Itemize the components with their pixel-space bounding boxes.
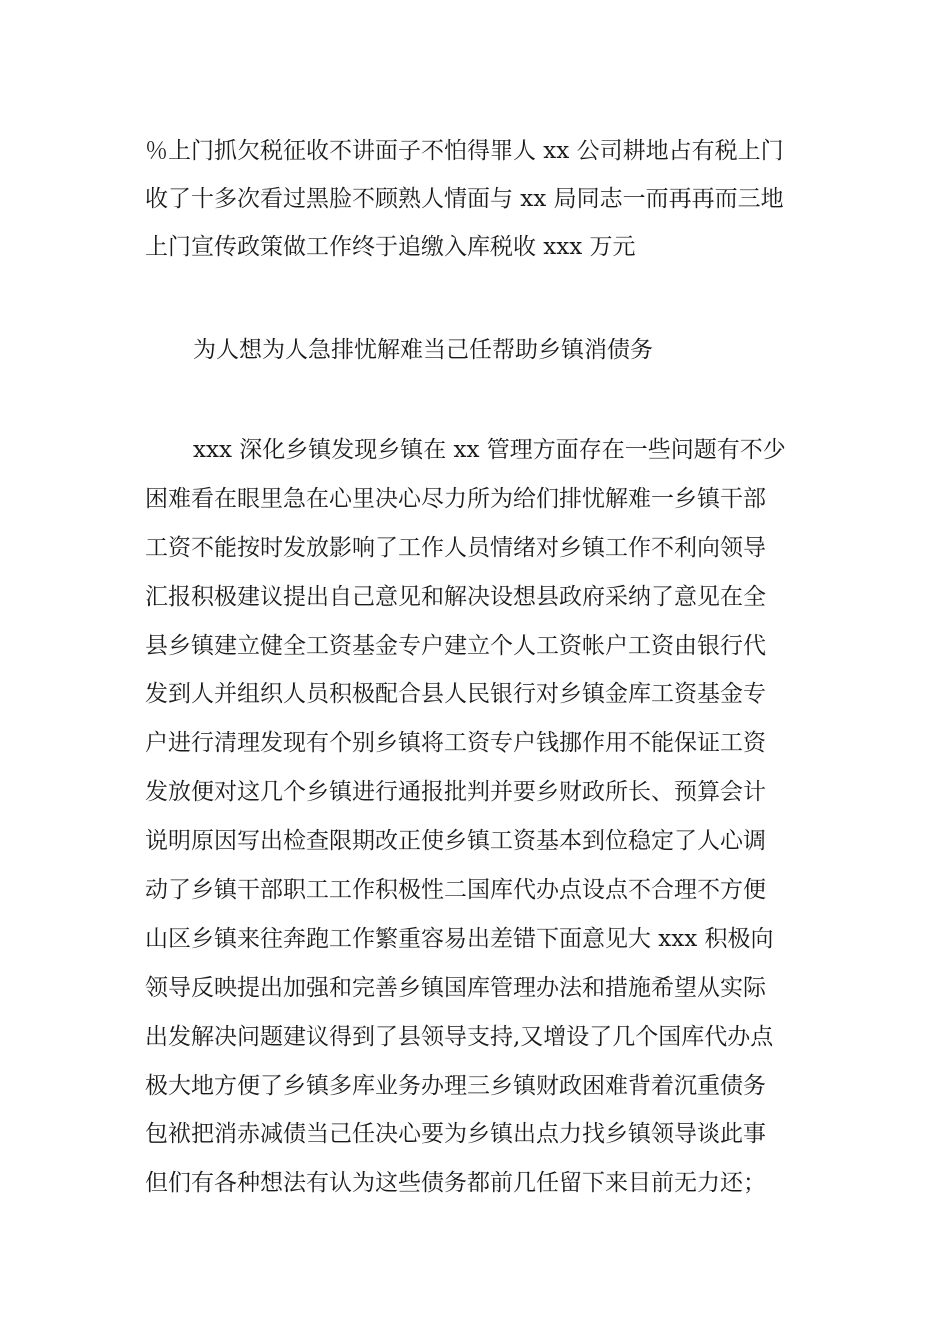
paragraph-2-line: 发放便对这几个乡镇进行通报批判并要乡财政所长、预算会计 xyxy=(145,779,766,806)
paragraph-1-line: 收了十多次看过黑脸不顾熟人情面与 xx 局同志一而再再而三地 xyxy=(145,186,784,212)
paragraph-2-line: 县乡镇建立健全工资基金专户建立个人工资帐户工资由银行代 xyxy=(145,632,766,659)
paragraph-2-line: 工资不能按时发放影响了工作人员情绪对乡镇工作不利向领导 xyxy=(145,534,766,561)
paragraph-2-line: 山区乡镇来往奔跑工作繁重容易出差错下面意见大 xxx 积极向 xyxy=(145,925,774,952)
section-heading-text: 为人想为人急排忧解难当己任帮助乡镇消债务 xyxy=(193,337,653,363)
paragraph-2-line: 动了乡镇干部职工工作积极性二国库代办点设点不合理不方便 xyxy=(145,877,766,904)
paragraph-2-line: 说明原因写出检查限期改正使乡镇工资基本到位稳定了人心调 xyxy=(145,828,766,855)
section-heading xyxy=(193,326,858,374)
paragraph-2-line: 汇报积极建议提出自己意见和解决设想县政府采纳了意见在全 xyxy=(145,583,766,610)
paragraph-1 xyxy=(145,127,810,271)
paragraph-2-line: 户进行清理发现有个别乡镇将工资专户钱挪作用不能保证工资 xyxy=(145,730,766,757)
paragraph-2-line: 发到人并组织人员积极配合县人民银行对乡镇金库工资基金专 xyxy=(145,681,766,708)
paragraph-2-line: 包袱把消赤减债当己任决心要为乡镇出点力找乡镇领导谈此事 xyxy=(145,1121,766,1148)
paragraph-2-line: 但们有各种想法有认为这些债务都前几任留下来目前无力还； xyxy=(145,1170,766,1197)
paragraph-2-line: 困难看在眼里急在心里决心尽力所为给们排忧解难一乡镇干部 xyxy=(145,485,766,512)
paragraph-2 xyxy=(145,426,810,1208)
paragraph-2-line: 极大地方便了乡镇多库业务办理三乡镇财政困难背着沉重债务 xyxy=(145,1072,766,1099)
paragraph-2-line: 领导反映提出加强和完善乡镇国库管理办法和措施希望从实际 xyxy=(145,974,766,1001)
paragraph-2-line: xxx 深化乡镇发现乡镇在 xx 管理方面存在一些问题有不少 xyxy=(193,437,786,463)
paragraph-1-line: ％上门抓欠税征收不讲面子不怕得罪人 xx 公司耕地占有税上门 xyxy=(145,138,784,164)
paragraph-2-line: 出发解决问题建议得到了县领导支持,又增设了几个国库代办点 xyxy=(145,1023,774,1050)
paragraph-1-line: 上门宣传政策做工作终于追缴入库税收 xxx 万元 xyxy=(145,234,636,260)
